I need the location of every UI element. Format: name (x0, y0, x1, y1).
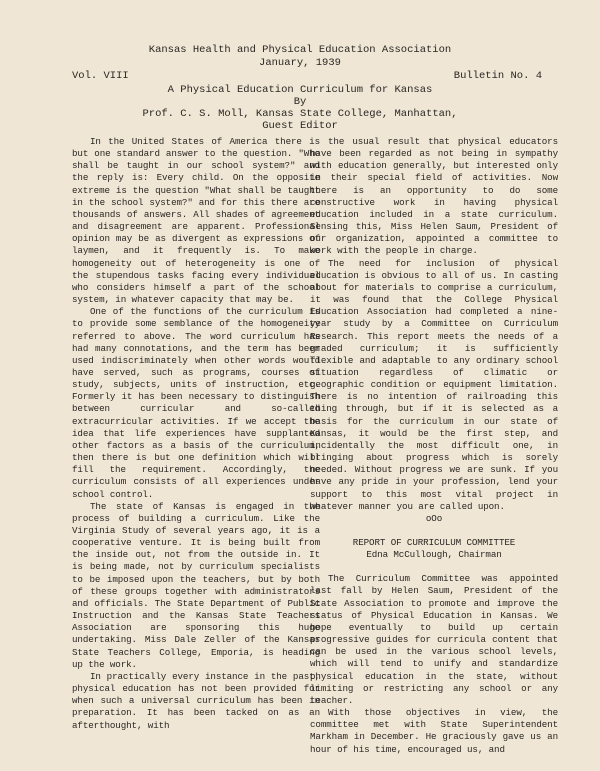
right-column (310, 136, 558, 756)
report-title: REPORT OF CURRICULUM COMMITTEE (352, 537, 516, 548)
left-column (72, 136, 320, 732)
report-chair: Edna McCullough, Chairman (366, 549, 502, 561)
spacer (310, 525, 558, 537)
paragraph: The state of Kansas is engaged in the process of building a curriculum. Like the Virginia Study of several years ago, it is a cooperative venture. It is being built from the inside out, not from the outside in. It is being made, not by curriculum specialists to be imposed upon the teachers, but by both of these groups together with administrators and officials. The State Department of Public Instruction and the Kansas State Teachers Association are sponsoring this huge undertaking. Miss Dale Zeller of the Kansas State Teachers College, Emporia, is heading up the work. (72, 500, 320, 670)
paragraph: the usual result that physical educators have been regarded as not being in sympathy with education generally, but interested only in their special field of activities. Now there is an opportunity to do some constructive work in having physical education included in a state curriculum. Sensing this, Miss Helen Saum, President of our organization, appointed a committee to work with the people in charge. (310, 136, 558, 257)
volume-label: Vol. VIII (72, 70, 129, 82)
article-title: A Physical Education Curriculum for Kansas (167, 84, 433, 96)
paragraph: The Curriculum Committee was appointed last fall by Helen Saum, President of the State Association to promote and improve the status of Physical Education in Kansas. We hope eventually to build up certain progressive guides for curricula content that can be used in the various school levels, which will tend to unify and standardize physical education in the state, without limiting or restricting any school or any teacher. (310, 573, 558, 706)
issue-date: January, 1939 (259, 57, 341, 69)
paragraph: One of the functions of the curriculum is to provide some semblance of the homogeneity referred to above. The word curriculum has had many connotations, and the term has been used indiscriminately when other words would have served, such as programs, courses of study, subjects, units of instruction, etc. Formerly it has been necessary to distinguish between curricular and so-called extracurricular activities. If we accept the idea that life experiences have supplanted other factors as a basis of the curriculum, then there is but one definition which will fill the requirement. Accordingly, the curriculum consists of all experiences under school control. (72, 306, 320, 500)
author-role: Guest Editor (262, 120, 338, 132)
section-separator: oOo (425, 512, 443, 524)
org-name: Kansas Health and Physical Education Association (148, 44, 452, 56)
spacer (310, 561, 558, 573)
paragraph: In practically every instance in the past, physical education has not been provided for when such a universal curriculum has been in preparation. It has been tacked on as an afterthought, with (72, 670, 320, 731)
paragraph: With those objectives in view, the committee met with State Superintendent Markham in December. He graciously gave us an hour of his time, encouraged us, and (310, 707, 558, 755)
paragraph: In the United States of America there is but one standard answer to the question. "Who shall be taught in our school system?" and the reply is: Every child. On the opposite extreme is the question "What shall be taught in the school system?" and for this there are thousands of answers. All shades of agreement and disagreement are apparent. Professional opinion may be as divergent as expressions of laymen, and it frequently is. To make homogeneity out of heterogeneity is one of the stupendous tasks facing every individual who considers himself a part of the school system, in whatever capacity that may be. (72, 136, 320, 306)
author-line: Prof. C. S. Moll, Kansas State College, Manhattan, (142, 108, 458, 120)
byline-by: By (293, 96, 307, 108)
paragraph: The need for inclusion of physical education is obvious to all of us. In casting about for materials to comprise a curriculum, it was found that the College Physical Education Association had completed a nine-year study by a Committee on Curriculum Research. This report meets the needs of a graded curriculum; it is sufficiently flexible and adaptable to any ordinary school situation regardless of climatic or geographic condition or equipment limitation. There is no intention of railroading this thing through, but if it is selected as a basis for the curriculum in our state of Kansas, it would be the first step, and incidentally the most difficult one, in bringing about progress which is sorely needed. Without progress we are sunk. If you have any pride in your profession, lend your support to this most vital project in whatever manner you are called upon. (310, 257, 558, 512)
bulletin-number: Bulletin No. 4 (453, 70, 542, 82)
